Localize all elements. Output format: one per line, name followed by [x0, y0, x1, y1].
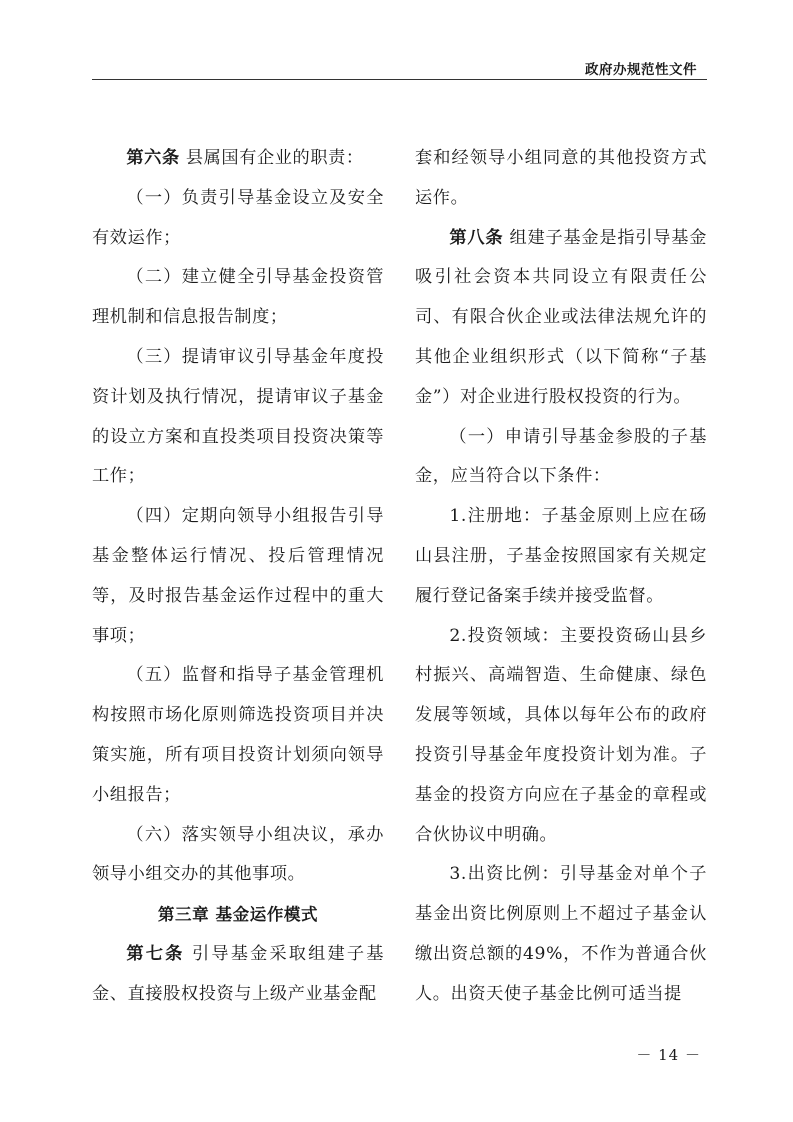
duty-item-5: （五）监督和指导子基金管理机构按照市场化原则筛选投资项目并决策实施，所有项目投资计划须向领导小组报告；: [92, 665, 384, 805]
left-text-column: [92, 139, 384, 1015]
article-8-paragraph: [415, 219, 707, 418]
condition-intro: （一）申请引导基金参股的子基金，应当符合以下条件：: [415, 426, 707, 487]
article-8-label: 第八条: [449, 227, 504, 248]
article-8-text: 组建子基金是指引导基金吸引社会资本共同设立有限责任公司、有限合伙企业或法律法规允许的其他企业组织形式（以下简称“子基金”）对企业进行股权投资的行为。: [415, 227, 707, 407]
right-text-column: [415, 139, 707, 1015]
header-divider: [92, 79, 707, 80]
condition-investment-field: 2.投资领域：主要投资砀山县乡村振兴、高端智造、生命健康、绿色发展等领域，具体以每年公布的政府投资引导基金年度投资计划为准。子基金的投资方向应在子基金的章程或合伙协议中明确。: [415, 625, 707, 845]
duty-item-1: （一）负责引导基金设立及安全有效运作；: [92, 187, 384, 248]
article-6-label: 第六条: [126, 148, 180, 168]
article-7-paragraph: [92, 935, 384, 1015]
article-7-text: 引导基金采取组建子基金、直接股权投资与上级产业基金配: [92, 943, 384, 1004]
page-number: － 14 －: [636, 1046, 701, 1064]
duty-item-3: （三）提请审议引导基金年度投资计划及执行情况，提请审议子基金的设立方案和直投类项目投资决策等工作；: [92, 346, 384, 487]
duty-item-6: （六）落实领导小组决议，承办领导小组交办的其他事项。: [92, 824, 384, 885]
article-6-paragraph: [92, 139, 384, 179]
document-category-header: 政府办规范性文件: [585, 62, 697, 78]
article-7-label: 第七条: [126, 943, 185, 964]
condition-registration: 1.注册地：子基金原则上应在砀山县注册，子基金按照国家有关规定履行登记备案手续并接受监督。: [415, 506, 707, 606]
duty-item-4: （四）定期向领导小组报告引导基金整体运行情况、投后管理情况等，及时报告基金运作过程中的重大事项；: [92, 506, 384, 646]
article-6-text: 县属国有企业的职责：: [179, 148, 364, 168]
article-7-continuation: 套和经领导小组同意的其他投资方式运作。: [415, 148, 707, 208]
condition-contribution-ratio: 3.出资比例：引导基金对单个子基金出资比例原则上不超过子基金认缴出资总额的49%，不作为普通合伙人。出资天使子基金比例可适当提: [415, 864, 707, 1004]
chapter-3-heading: 第三章 基金运作模式: [157, 905, 319, 925]
duty-item-2: （二）建立健全引导基金投资管理机制和信息报告制度；: [92, 267, 384, 328]
